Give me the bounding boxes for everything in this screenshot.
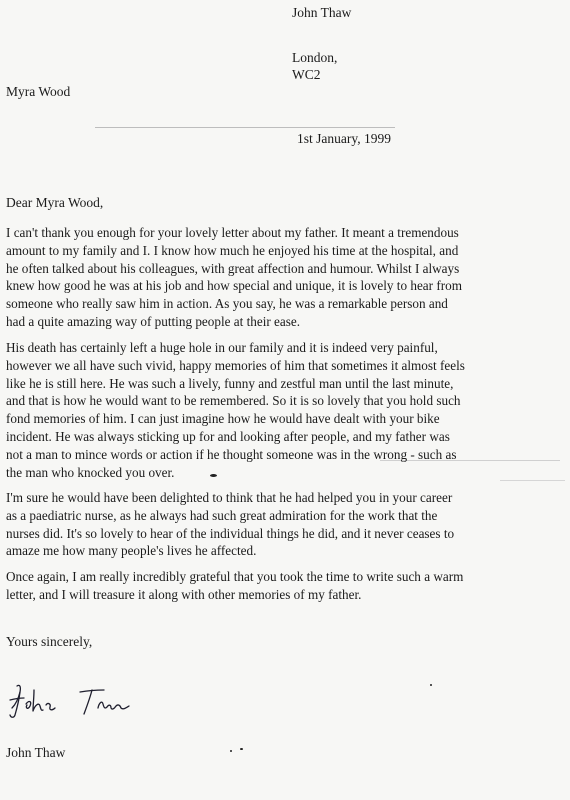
letter-date: 1st January, 1999 (297, 131, 391, 146)
closing: Yours sincerely, (6, 634, 93, 649)
body-line: had a quite amazing way of putting people at their ease. (6, 313, 301, 329)
body-paragraph-2 (6, 339, 566, 481)
body-line: not a man to mince words or action if he thought someone was in the wrong - such as (6, 446, 457, 462)
body-line: amount to my family and I. I know how much he enjoyed his time at the hospital, and (6, 242, 459, 258)
body-line: and that is how he would want to be remembered. So it is so lovely that you hold such (6, 393, 461, 409)
sender-address-postcode: WC2 (292, 67, 321, 82)
body-line: like he is still here. He was such a lively, funny and zestful man until the last minute, (6, 375, 454, 391)
scan-speck (430, 684, 432, 686)
body-paragraph-4 (6, 568, 566, 604)
sender-name: John Thaw (292, 5, 352, 20)
body-line: letter, and I will treasure it along with other memories of my father. (6, 586, 362, 602)
body-line: nurses did. It's so lovely to hear of the individual things he did, and it never ceases to (6, 525, 455, 541)
body-line: fond memories of him. I can just imagine how he would have dealt with your bike (6, 411, 440, 427)
scan-speck (230, 750, 232, 752)
sender-address-city: London, (292, 50, 338, 65)
body-line: however we all have such vivid, happy memories of him that sometimes it almost feels (6, 357, 465, 373)
handwritten-signature (6, 678, 156, 722)
body-line: I can't thank you enough for your lovely letter about my father. It meant a tremendous (6, 225, 459, 240)
body-line: as a paediatric nurse, as he always had such great admiration for the work that the (6, 507, 438, 523)
body-paragraph-1 (6, 224, 566, 331)
body-line: knew how good he was at his job and how special and unique, it is lovely to hear from (6, 278, 462, 294)
body-line: amaze me how many people's lives he affected. (6, 543, 257, 559)
body-line: he often talked about his colleagues, with great affection and humour. Whilst I always (6, 260, 460, 276)
body-line: His death has certainly left a huge hole in our family and it is indeed very painful, (6, 340, 438, 355)
body-line: the man who knocked you over. (6, 464, 175, 480)
body-line: I'm sure he would have been delighted to think that he had helped you in your career (6, 490, 453, 505)
salutation: Dear Myra Wood, (6, 195, 104, 210)
scan-artifact-line (95, 127, 395, 128)
body-line: someone who really saw him in action. As you say, he was a remarkable person and (6, 296, 448, 312)
body-line: incident. He was always sticking up for and looking after people, and my father was (6, 428, 450, 444)
body-line: Once again, I am really incredibly grateful that you took the time to write such a warm (6, 569, 464, 584)
signer-name: John Thaw (6, 745, 66, 760)
body-paragraph-3 (6, 489, 566, 560)
recipient-name: Myra Wood (6, 84, 71, 99)
scan-speck (240, 748, 243, 750)
